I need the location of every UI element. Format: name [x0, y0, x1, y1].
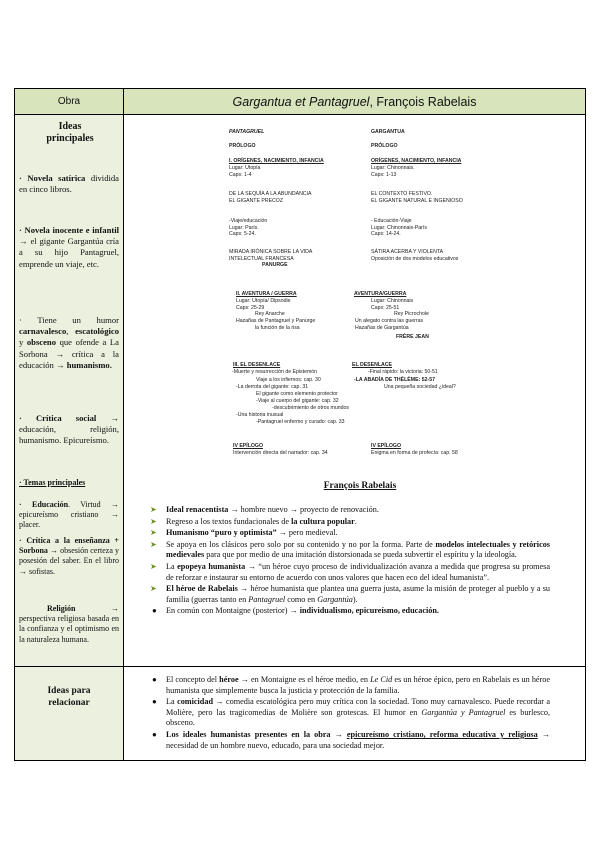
- list-item: ➤ La epopeya humanista → “un héroe cuyo proceso de individualización avanza a medida que progresa su promesa de reforzar e instaurar su entorno de acuerdo con unos valores que hacen eco del ideal humanista”.: [150, 561, 550, 582]
- scheme-s3-left: III. EL DESENLACE: [233, 362, 281, 368]
- side-relate-cell: [14, 666, 124, 761]
- list-item: ➤ Humanismo “puro y optimista” → pero medieval.: [150, 528, 338, 538]
- scheme-r-satira: SÁTIRA ACERBA Y VIOLENTA: [371, 249, 444, 255]
- scheme-l-gigante: EL GIGANTE PRECOZ: [229, 197, 283, 204]
- side-tema-religion: [19, 604, 119, 645]
- ensenanza-bold: · Crítica a la enseñanza + Sorbona: [19, 536, 119, 556]
- r1-d: es un héroe épico, pero en Rabelais es un héroe humanista que simplemente busca la justicia y protección de la familia.: [166, 675, 550, 695]
- scheme-r-final: -Final rápido: la victoria: 50-51: [368, 369, 438, 375]
- scheme-l-derrota: -La derrota del gigante: cap. 31: [236, 384, 309, 390]
- b7-bold: individualismo, epicureísmo, educación.: [299, 606, 439, 616]
- scheme-r-contexto: EL CONTEXTO FESTIVO.: [371, 191, 433, 197]
- b7-pre: En común con Montaigne (posterior) →: [166, 606, 300, 616]
- r3-c: →: [330, 729, 347, 739]
- scheme-s2-left: II. AVENTURA / GUERRA: [236, 291, 297, 297]
- relate-bullets: [148, 675, 550, 752]
- scheme-l-enfermo: -Pantagruel enfermo y curado: cap. 33: [256, 419, 345, 425]
- scheme-r-hazanas: Hazañas de Gargantúa: [355, 324, 409, 331]
- b4-pre: Se apoya en los clásicos pero solo por su contenido y no por la forma. Parte de: [166, 539, 436, 549]
- scheme-s4-right: IV EPÍLOGO: [371, 443, 401, 449]
- b6-mid: como en: [285, 594, 318, 604]
- scheme-l-rey: Rey Anarche: [255, 311, 285, 317]
- side-ideas-cell: [14, 114, 124, 667]
- scheme-l-caps2: Caps: 5-24.: [229, 231, 256, 237]
- header-title-cell: [123, 88, 586, 115]
- r1-a: El concepto del: [166, 675, 220, 684]
- scheme-r-gigante: EL GIGANTE NATURAL E INGENIOSO: [371, 197, 463, 204]
- educacion-rest: . Virtud → epicureísmo cristiano → placer.: [19, 500, 119, 530]
- scheme-l-caps1: Caps: 1-4: [229, 171, 252, 178]
- list-item: ➤ El héroe de Rabelais → héroe humanista que plantea una guerra justa, asume la misión de proteger al pueblo y a su familia (guerras tanto en Pantagruel como en Gargantúa).: [150, 584, 551, 604]
- scheme-right-head: GARGANTUA: [371, 129, 405, 135]
- scheme-s2-right: AVENTURA/GUERRA: [354, 291, 407, 297]
- scheme-l-historia: -Una historia inusual: [236, 412, 284, 418]
- b5-bold: epopeya humanista: [177, 561, 246, 571]
- list-item: ● En común con Montaigne (posterior) → individualismo, epicureísmo, educación.: [152, 606, 439, 616]
- scheme-left-head: PANTAGRUEL: [229, 129, 265, 135]
- r1-i: Le Cid: [370, 675, 393, 684]
- r1-b: héroe: [219, 675, 239, 684]
- scheme-l-hazanas: Hazañas de Pantagruel y Panurge: [236, 318, 316, 324]
- r1-c: → en Montaigne es el héroe medio, en: [238, 675, 371, 684]
- educacion-bold: · Educación: [19, 500, 69, 509]
- scheme-l-muerte: -Muerte y resurrección de Epistemón: [232, 369, 318, 375]
- list-item: ● Los ideales humanistas presentes en la obra → epicureísmo cristiano, reforma educativa y religiosa → necesidad de un hombre nuevo, educado, para una sociedad mejor.: [152, 729, 551, 750]
- work-title-italic: Gargantua et Pantagruel: [232, 94, 370, 109]
- work-author: , François Rabelais: [369, 94, 477, 109]
- humor-humanismo: humanismo.: [66, 359, 112, 370]
- scheme-r-viaje: - Educación-Viaje: [371, 218, 412, 224]
- r3-b: Los ideales humanistas presentes en la obra: [166, 729, 331, 739]
- b4-post: para que por medio de una imitación distorsionada se pueda subvertir el espíritu y la ideología.: [204, 550, 517, 560]
- scheme-l-protector: El gigante como elemento protector: [256, 391, 338, 397]
- humor-carnavalesco: carnavalesco: [19, 326, 67, 337]
- scheme-r-caps3: Caps: 25-51: [371, 304, 400, 311]
- side-paragraph-satirica: [19, 173, 119, 195]
- work-title: [233, 95, 477, 109]
- side-tema-educacion: [19, 500, 119, 531]
- humor-a: · Tiene un humor: [19, 315, 119, 325]
- b1-bold: Ideal renacentista: [166, 505, 229, 514]
- scheme-r-rey: Rey Picrochole: [394, 311, 429, 317]
- scheme-r-pequena: Una pequeña sociedad ¿ideal?: [384, 384, 456, 390]
- scheme-l-lugar1: Lugar: Utopía: [229, 165, 261, 171]
- list-item: ● El concepto del héroe → en Montaigne es el héroe medio, en Le Cid es un héroe épico, pero en Rabelais es un héroe humanista que simplemente busca la justicia y protección de la familia.: [152, 675, 550, 695]
- r2-d: es burlesco, obsceno.: [166, 707, 551, 728]
- rabelais-heading: François Rabelais: [323, 481, 397, 491]
- scheme-prologo-left: PRÓLOGO: [229, 143, 256, 149]
- b6-it2: Gargantúa: [317, 594, 353, 604]
- scheme-l-invent: Intervención directa del narrador: cap. 34: [233, 450, 328, 456]
- temas-principales-title: · Temas principales: [19, 478, 86, 487]
- scheme-r-alegato: Un alegato contra las guerras: [355, 318, 424, 324]
- rabelais-bullets: [148, 505, 550, 618]
- b6-it1: Pantagruel: [248, 594, 286, 604]
- side-tema-ensenanza: [19, 536, 119, 577]
- scheme-r-oposicion: Oposición de dos modelos educativos: [371, 255, 459, 262]
- r2-i1: Gargantúa y Pantagruel: [421, 707, 506, 717]
- scheme-s1-right: ORÍGENES, NACIMIENTO, INFANCIA: [371, 158, 462, 164]
- b6-rest: → héroe humanista que plantea una guerra justa, asume la misión de proteger al pueblo y a su familia (guerras tanto en: [166, 584, 551, 604]
- scheme-l-panurge: PANURGE: [262, 262, 288, 268]
- scheme-l-sequia: DE LA SEQUÍA A LA ABUNDANCIA: [229, 191, 312, 197]
- scheme-r-lugar2: Lugar: Chinonnais-París: [371, 224, 427, 231]
- b3-bold: Humanismo “puro y optimista”: [166, 528, 277, 538]
- b5-post: → “un héroe cuyo proceso de individualización avanza a medida que progresa su promesa de reforzar e instaurar su entorno de acuerdo con unos valores que hacen eco del ideal humanista”.: [166, 561, 550, 582]
- religion-rest: → perspectiva religiosa basada en la confianza y el optimismo en la naturaleza humana.: [19, 604, 119, 644]
- r2-c: → comedia escatológica pero muy crítica con la sociedad. Tono muy carnavalesco. Puede recordar a Molière, pero las tragicomedias de Molière son grotescas. El humor en: [166, 697, 550, 717]
- scheme-r-lugar1: Lugar: Chinonnais.: [371, 165, 415, 171]
- r3-d: → necesidad de un hombre nuevo, educado, para una sociedad mejor.: [166, 729, 551, 750]
- scheme-r-caps2: Caps: 14-24.: [371, 231, 401, 237]
- infantil-rest: → el gigante Gargantúa cría a su hijo Pantagruel, emprende un viaje, etc.: [19, 236, 119, 269]
- humor-escatologico: escatológico: [75, 326, 119, 337]
- scheme-r-enigma: Enigma en forma de profecía: cap. 58: [371, 450, 458, 456]
- scheme-r-abadia: -LA ABADÍA DE THÉLÈME: 52-57: [354, 377, 435, 383]
- religion-bold: Religión: [47, 604, 76, 613]
- scheme-l-cuerpo: -Viaje al cuerpo del gigante: cap. 32: [256, 398, 339, 404]
- humor-d: que ofende a La Sorbona → crítica a la educación →: [19, 337, 119, 370]
- list-item: ➤ Se apoya en los clásicos pero solo por su contenido y no por la forma. Parte de modelos intelectuales y retóricos medievales para que por medio de una imitación distorsionada se pueda subvertir el espíritu y la ideología.: [150, 539, 550, 560]
- critica-bold: · Crítica social: [19, 413, 97, 423]
- scheme-r-frere: FRÈRE JEAN: [396, 334, 429, 340]
- satirica-bold: · Novela satírica: [19, 173, 86, 183]
- list-item: ● La comicidad → comedia escatológica pero muy crítica con la sociedad. Tono muy carnavalesco. Puede recordar a Molière, pero las tragicomedias de Molière son grotescas. El humor en Gargantúa y Pantagruel es burlesco, obsceno.: [152, 697, 551, 728]
- scheme-s4-left: IV EPÍLOGO: [233, 443, 263, 449]
- scheme-s3-right: EL DESENLACE: [352, 362, 392, 368]
- b4-bold: modelos intelectuales y retóricos medievales: [166, 539, 550, 560]
- r2-a: La: [166, 697, 178, 707]
- b2-post: .: [354, 516, 357, 526]
- list-item: ➤ Regreso a los textos fundacionales de la cultura popular.: [150, 516, 357, 526]
- r3-u: epicureísmo cristiano, reforma educativa y religiosa: [346, 729, 538, 739]
- scheme-r-lugar3: Lugar: Chinonnais: [371, 298, 414, 304]
- side-paragraph-critica: [19, 413, 119, 447]
- satirica-rest: dividida en cinco libros.: [19, 173, 119, 195]
- scheme-prologo-right: PRÓLOGO: [371, 143, 398, 149]
- scheme-r-caps1: Caps: 1-13: [371, 171, 397, 178]
- humor-c: y: [19, 337, 27, 348]
- r2-b: comicidad: [177, 697, 213, 707]
- ensenanza-rest: → obsesión certeza y posesión del saber. En el libro → sofistas.: [19, 546, 119, 576]
- critica-rest: → educación, religión, humanismo. Epicureísmo.: [19, 413, 119, 446]
- header-label-cell: [14, 88, 124, 115]
- scheme-l-descub: -descubrimiento de otros mundos: [272, 405, 349, 411]
- scheme-l-viaje: -Viaje/educación: [229, 218, 268, 224]
- side-paragraph-humor: · Tiene un humor carnavalesco, escatológico y obsceno que ofende a La Sorbona → crítica a la educación → humanismo.: [19, 315, 119, 370]
- ideas-principales-title: Ideas principales: [46, 121, 94, 144]
- ideas-relacionar-title: Ideas para relacionar: [47, 686, 91, 708]
- b5-pre: La: [166, 561, 178, 571]
- b6-bold: El héroe de Rabelais: [166, 584, 238, 594]
- b6-end: ).: [352, 594, 358, 604]
- scheme-l-intelectual: INTELECTUAL FRANCESA: [229, 255, 294, 262]
- infantil-bold: · Novela inocente e infantil: [19, 225, 119, 235]
- b1-rest: → hombre nuevo → proyecto de renovación.: [228, 505, 379, 514]
- header-obra: Obra: [57, 96, 81, 107]
- scheme-l-mirada: MIRADA IRÓNICA SOBRE LA VIDA: [229, 249, 313, 255]
- scheme-l-funcion: la función de la risa: [255, 325, 300, 331]
- scheme-l-lugar2: Lugar: París.: [229, 224, 259, 231]
- scheme-s1-left: I. ORÍGENES, NACIMIENTO, INFANCIA: [229, 158, 324, 164]
- side-paragraph-infantil: [19, 225, 119, 270]
- b2-pre: Regreso a los textos fundacionales de: [166, 516, 292, 526]
- scheme-l-caps3: Caps: 25-29: [236, 304, 265, 311]
- scheme-l-viaje-inf: Viaje a los infiernos: cap. 30: [256, 377, 321, 383]
- humor-obsceno: obsceno: [26, 337, 57, 348]
- b2-bold: la cultura popular: [291, 516, 355, 526]
- b3-rest: → pero medieval.: [276, 528, 338, 538]
- scheme-l-lugar3: Lugar: Utopía/ Dipsodie: [236, 298, 291, 304]
- list-item: ➤ Ideal renacentista → hombre nuevo → proyecto de renovación.: [150, 505, 379, 514]
